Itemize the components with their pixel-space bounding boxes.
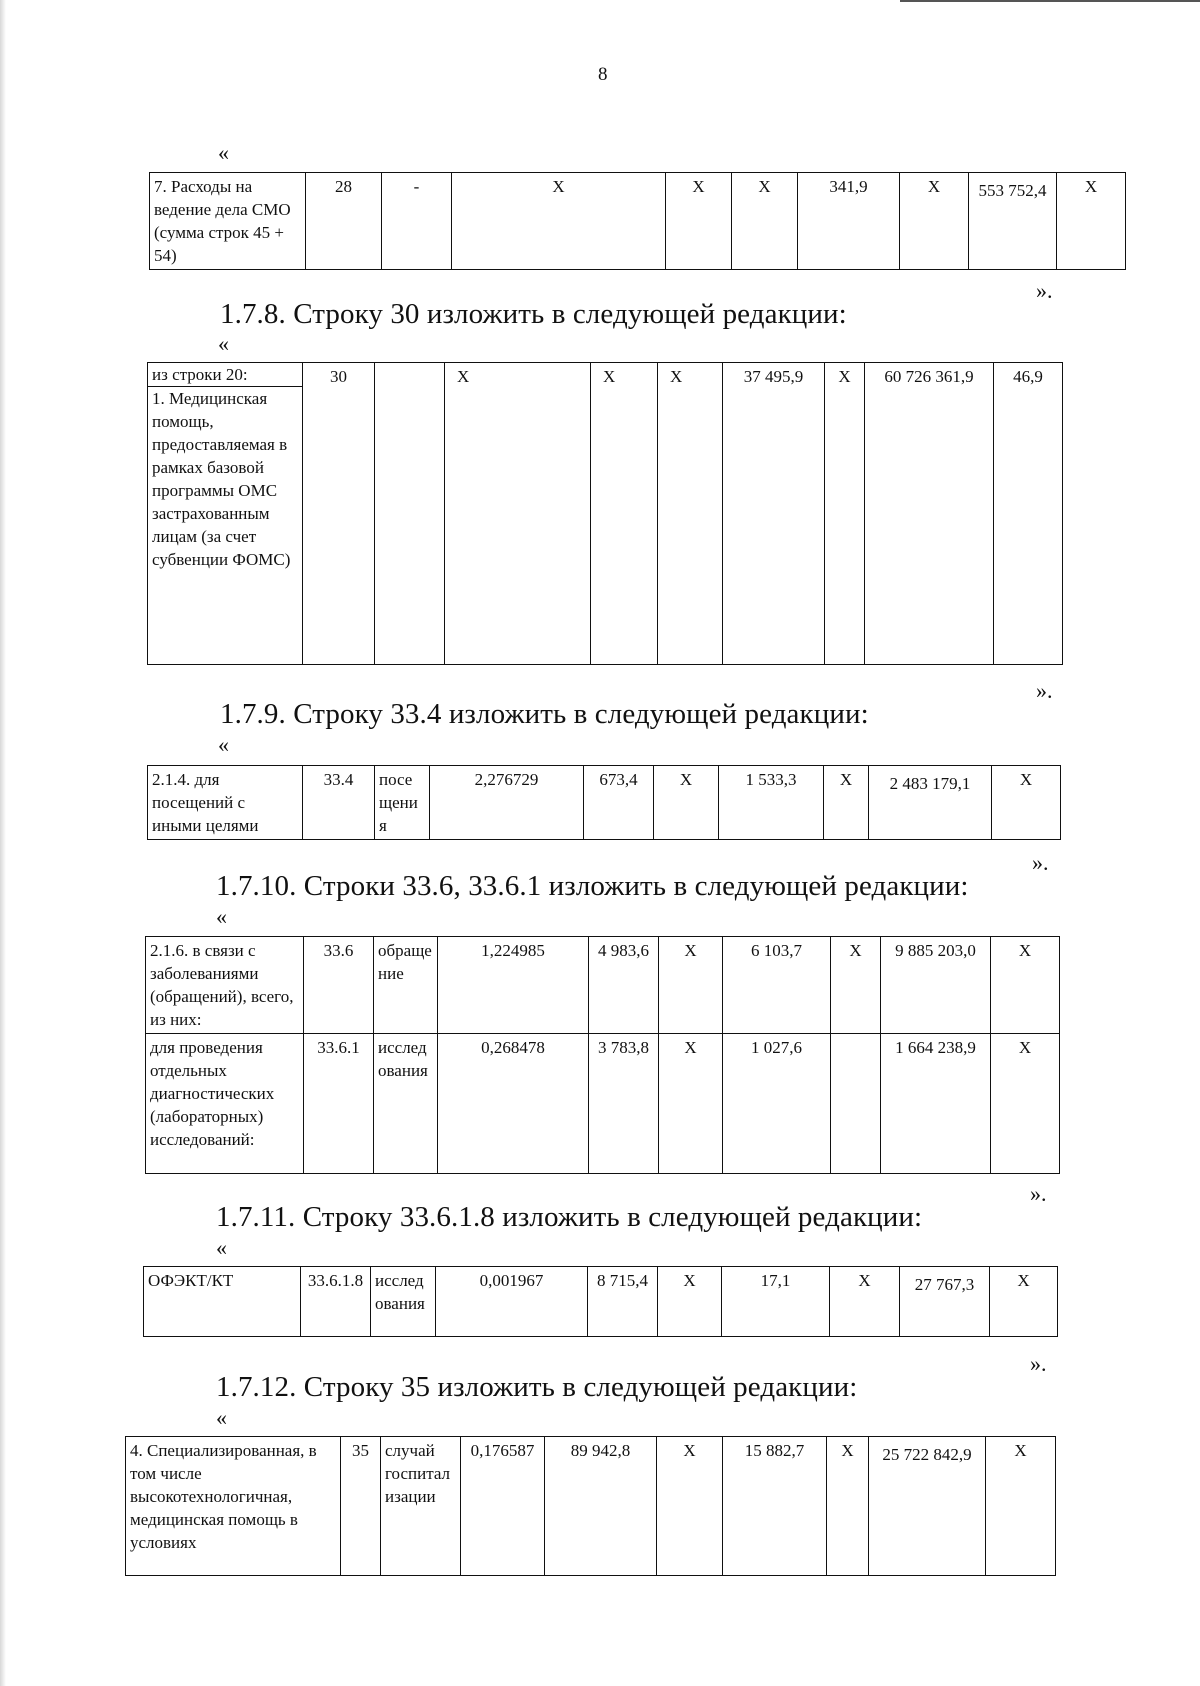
page-number: 8 [598, 64, 608, 85]
cell-unit: исследования [371, 1267, 436, 1337]
close-quote: ». [1030, 1181, 1047, 1206]
row-label-top: из строки 20: [148, 363, 302, 387]
cell-line-number: 33.6 [304, 937, 374, 1034]
cell: X [654, 766, 719, 840]
cell: X [452, 173, 666, 270]
open-quote: « [218, 140, 229, 165]
cell: X [990, 1267, 1058, 1337]
row-label: 2.1.6. в связи с заболеваниями (обращений), всего, из них: [146, 937, 304, 1034]
cell: 341,9 [798, 173, 900, 270]
cell: X [986, 1437, 1056, 1576]
cell: 37 495,9 [723, 363, 825, 665]
cell: 3 783,8 [589, 1034, 659, 1174]
cell: 673,4 [584, 766, 654, 840]
cell: 60 726 361,9 [865, 363, 994, 665]
row-label: 2.1.4. для посещений с иными целями [148, 766, 303, 840]
open-quote: « [216, 1235, 227, 1260]
row-label: 7. Расходы на ведение дела СМО (сумма строк 45 + 54) [150, 173, 306, 270]
cell: 0,001967 [436, 1267, 588, 1337]
cell: X [825, 363, 865, 665]
scan-edge [0, 0, 6, 1686]
cell: 1,224985 [438, 937, 589, 1034]
cell-line-number: 35 [341, 1437, 381, 1576]
cell: X [657, 1437, 723, 1576]
cell: 4 983,6 [589, 937, 659, 1034]
cell: 2,276729 [430, 766, 584, 840]
cell: 9 885 203,0 [881, 937, 991, 1034]
cell: X [831, 937, 881, 1034]
cell: X [659, 937, 723, 1034]
cell: 1 027,6 [723, 1034, 831, 1174]
close-quote: ». [1036, 278, 1053, 303]
cell: X [992, 766, 1061, 840]
scan-edge-top [900, 0, 1200, 2]
cell: 15 882,7 [723, 1437, 827, 1576]
table-rows-33-6 [145, 936, 1060, 1174]
row-label-rest: 1. Медицинская помощь, предоставляемая в рамках базовой программы ОМС застрахованным лицам (за счет субвенции ФОМС) [152, 389, 291, 569]
cell: 8 715,4 [588, 1267, 658, 1337]
cell: X [830, 1267, 900, 1337]
section-heading: 1.7.11. Строку 33.6.1.8 изложить в следующей редакции: [216, 1201, 923, 1233]
cell: X [659, 1034, 723, 1174]
table-row-30 [147, 362, 1063, 665]
cell: 2 483 179,1 [869, 766, 992, 840]
table-row-33-6-1-8 [143, 1266, 1058, 1337]
cell: 0,268478 [438, 1034, 589, 1174]
cell: 1 664 238,9 [881, 1034, 991, 1174]
close-quote: ». [1032, 850, 1049, 875]
cell: 6 103,7 [723, 937, 831, 1034]
cell: X [732, 173, 798, 270]
cell-line-number: 33.4 [303, 766, 375, 840]
cell-line-number: 33.6.1.8 [301, 1267, 371, 1337]
open-quote: « [216, 1405, 227, 1430]
cell: 0,176587 [461, 1437, 545, 1576]
cell-unit: обращение [374, 937, 438, 1034]
row-label [148, 363, 303, 665]
cell: 27 767,3 [900, 1267, 990, 1337]
open-quote: « [218, 732, 229, 757]
open-quote: « [218, 331, 229, 356]
cell-unit: исследования [374, 1034, 438, 1174]
section-heading: 1.7.10. Строки 33.6, 33.6.1 изложить в следующей редакции: [216, 870, 969, 902]
close-quote: ». [1036, 678, 1053, 703]
table-row-28 [149, 172, 1126, 270]
cell: 89 942,8 [545, 1437, 657, 1576]
cell-unit: случай госпитализации [381, 1437, 461, 1576]
cell: X [666, 173, 732, 270]
cell: X [824, 766, 869, 840]
row-label: ОФЭКТ/КТ [144, 1267, 301, 1337]
cell-line-number: 30 [303, 363, 375, 665]
close-quote: ». [1030, 1351, 1047, 1376]
cell: 17,1 [722, 1267, 830, 1337]
section-heading: 1.7.9. Строку 33.4 изложить в следующей редакции: [220, 698, 869, 730]
cell: X [991, 1034, 1060, 1174]
section-heading: 1.7.12. Строку 35 изложить в следующей редакции: [216, 1371, 858, 1403]
cell-line-number: 28 [306, 173, 382, 270]
cell: 553 752,4 [969, 173, 1057, 270]
cell: X [658, 1267, 722, 1337]
cell-unit: посещения [375, 766, 430, 840]
cell: X [1057, 173, 1126, 270]
cell: X [991, 937, 1060, 1034]
cell: 1 533,3 [719, 766, 824, 840]
cell: X [827, 1437, 869, 1576]
cell-line-number: 33.6.1 [304, 1034, 374, 1174]
row-label: 4. Специализированная, в том числе высокотехнологичная, медицинская помощь в условиях [126, 1437, 341, 1576]
section-heading: 1.7.8. Строку 30 изложить в следующей редакции: [220, 298, 847, 330]
cell: X [658, 363, 723, 665]
cell: X [900, 173, 969, 270]
table-row-35 [125, 1436, 1056, 1576]
cell: X [445, 363, 591, 665]
cell [831, 1034, 881, 1174]
table-row-33-4 [147, 765, 1061, 840]
cell-unit: - [382, 173, 452, 270]
cell-unit [375, 363, 445, 665]
open-quote: « [216, 904, 227, 929]
row-label: для проведения отдельных диагностических (лабораторных) исследований: [146, 1034, 304, 1174]
cell: 25 722 842,9 [869, 1437, 986, 1576]
cell: X [591, 363, 658, 665]
cell: 46,9 [994, 363, 1063, 665]
